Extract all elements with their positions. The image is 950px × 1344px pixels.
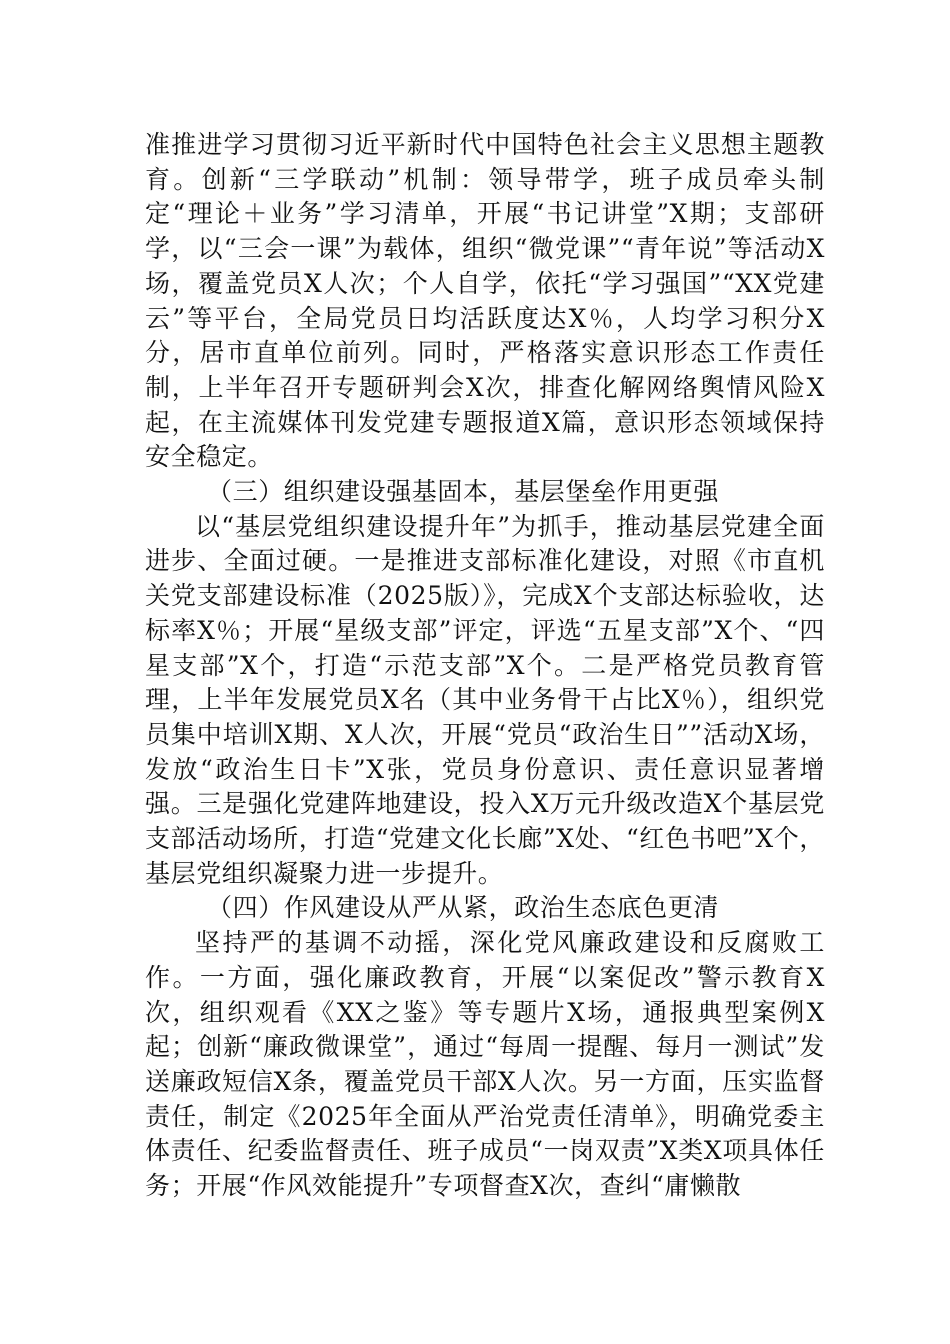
section-heading: （三）组织建设强基固本，基层堡垒作用更强 bbox=[207, 477, 720, 507]
body-paragraph: 坚持严的基调不动摇，深化党风廉政建设和反腐败工作。一方面，强化廉政教育，开展“以案促改”警示教育X次，组织观看《XX之鉴》等专题片X场，通报典型案例X起；创新“廉政微课堂”，通过“每周一提醒、每月一测试”发送廉政短信X条，覆盖党员干部X人次。另一方面，压实监督责任，制定《2025年全面从严治党责任清单》，明确党委主体责任、纪委监督责任、班子成员“一岗双责”X类X项具体任务；开展“作风效能提升”专项督查X次，查纠“庸懒散 bbox=[145, 928, 825, 1201]
body-paragraph: 以“基层党组织建设提升年”为抓手，推动基层党建全面进步、全面过硬。一是推进支部标准化建设，对照《市直机关党支部建设标准（2025版）》，完成X个支部达标验收，达标率X％；开展“星级支部”评定，评选“五星支部”X个、“四星支部”X个，打造“示范支部”X个。二是严格党员教育管理，上半年发展党员X名（其中业务骨干占比X％），组织党员集中培训X期、X人次，开展“党员“政治生日””活动X场，发放“政治生日卡”X张，党员身份意识、责任意识显著增强。三是强化党建阵地建设，投入X万元升级改造X个基层党支部活动场所，打造“党建文化长廊”X处、“红色书吧”X个，基层党组织凝聚力进一步提升。 bbox=[145, 511, 825, 888]
document-body bbox=[145, 128, 825, 1204]
section-heading: （四）作风建设从严从紧，政治生态底色更清 bbox=[207, 893, 720, 923]
body-paragraph: 准推进学习贯彻习近平新时代中国特色社会主义思想主题教育。创新“三学联动”机制：领导带学，班子成员牵头制定“理论＋业务”学习清单，开展“书记讲堂”X期；支部研学，以“三会一课”为载体，组织“微党课”“青年说”等活动X场，覆盖党员X人次；个人自学，依托“学习强国”“XX党建云”等平台，全局党员日均活跃度达X％，人均学习积分X分，居市直单位前列。同时，严格落实意识形态工作责任制，上半年召开专题研判会X次，排查化解网络舆情风险X起，在主流媒体刊发党建专题报道X篇，意识形态领域保持安全稳定。 bbox=[145, 130, 825, 472]
